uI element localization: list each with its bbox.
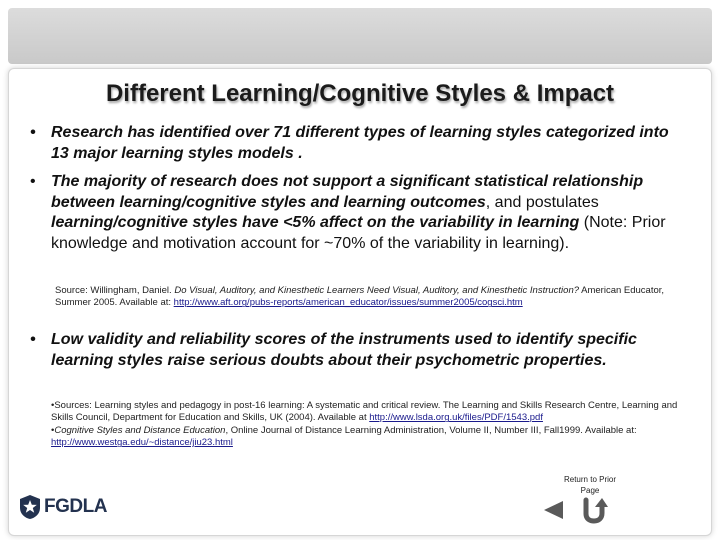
bullet-text-emphasis: learning/cognitive styles have <5% affect on the variability in learning (51, 214, 580, 231)
bullet-text: Research has identified over 71 different types of learning styles categorized into 13 major learning styles models . (51, 124, 669, 162)
return-label[interactable]: Return to Prior Page (563, 475, 617, 495)
fgdla-logo (18, 494, 118, 522)
bullet-research (30, 123, 670, 164)
bullet-text (51, 172, 690, 254)
slide-title: Different Learning/Cognitive Styles & Impact (105, 80, 615, 107)
top-banner (8, 8, 712, 64)
source-citation-2 (51, 400, 680, 450)
citation-item: •Sources: Learning styles and pedagogy in post-16 learning: A systematic and critical review. The Learning and Skills Research Centre, Learning and Skills Council, Department for Education and Skills, UK (2004). Available at http://www.lsda.org.uk/files/PDF/1543.pdf (51, 400, 678, 424)
triangle-left-icon[interactable] (541, 499, 565, 521)
bullet-validity (30, 330, 680, 371)
bullet-dot: • (30, 173, 36, 190)
citation-item: •Cognitive Styles and Distance Education, Online Journal of Distance Learning Administration, Volume II, Number III, Fall1999. Available at: http://www.westga.edu/~distance/jiu23.html (51, 424, 637, 449)
bullet-majority (30, 172, 690, 254)
bullet-dot: • (30, 124, 36, 141)
citation-text: American Educator, Summer 2005. Available at: (55, 285, 665, 309)
bullet-text-plain: (Note: Prior knowledge and motivation account for ~70% of the variability in learning). (51, 214, 666, 252)
citation-text: Source: Willingham, Daniel. (55, 285, 175, 296)
bullet-text: Low validity and reliability scores of the instruments used to identify specific learning styles raise serious doubts about their psychometric properties. (51, 331, 637, 369)
bullet-text-plain: , and postulates (485, 193, 599, 211)
source-link-aft[interactable]: http://www.aft.org/pubs-reports/american_educator/issues/summer2005/cogsci.htm (173, 297, 523, 309)
source-citation-1 (55, 285, 675, 310)
citation-title: Cognitive Styles and Distance Education (54, 424, 226, 436)
return-arrow-icon[interactable] (578, 496, 608, 524)
bullet-text-emphasis: The majority of research does not support a significant statistical relationship between learning/cognitive styles and learning outcomes (51, 173, 644, 211)
bullet-dot: • (30, 331, 36, 348)
star-shield-icon (18, 494, 42, 520)
citation-text: Sources: Learning styles and pedagogy in post-16 learning: A systematic and critical review. The Learning and Skills Research Centre, Learning and Skills Council, Department for Education and Skills, UK (2004). Available at (51, 400, 678, 424)
citation-title: Do Visual, Auditory, and Kinesthetic Learners Need Visual, Auditory, and Kinesthetic Instruction? (174, 285, 580, 296)
logo-text: FGDLA (44, 496, 107, 517)
source-link-lsda[interactable]: http://www.lsda.org.uk/files/PDF/1543.pdf (369, 412, 543, 424)
citation-text: , Online Journal of Distance Learning Administration, Volume II, Number III, Fall1999. Available at: (225, 424, 637, 436)
source-link-westga[interactable]: http://www.westga.edu/~distance/jiu23.html (51, 437, 233, 449)
